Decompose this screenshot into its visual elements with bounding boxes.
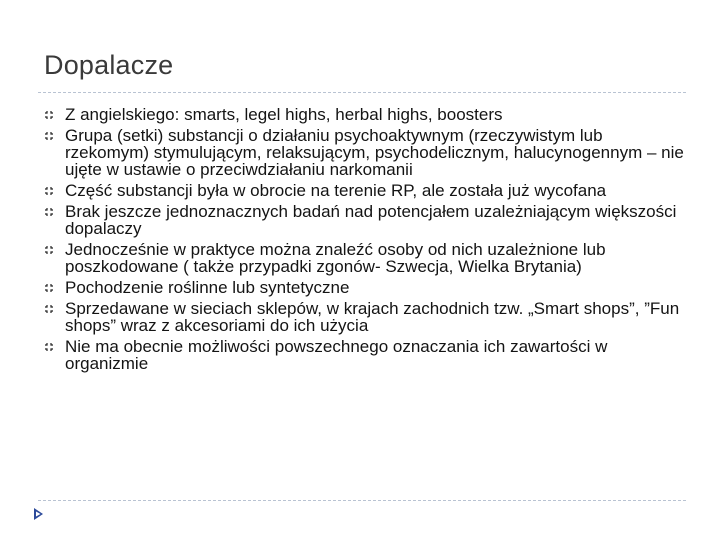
bullet-text: Jednocześnie w praktyce można znaleźć osoby od nich uzależnione lub poszkodowane ( także przypadki zgonów- Szwecja, Wielka Brytania) [65, 240, 606, 276]
square-bullet-icon [44, 110, 54, 120]
bullet-text: Grupa (setki) substancji o działaniu psychoaktywnym (rzeczywistym lub rzekomym) stymulującym, relaksującym, psychodelicznym, halucynogennym – nie ujęte w ustawie o przeciwdziałaniu narkomanii [65, 126, 684, 179]
square-bullet-icon [44, 283, 54, 293]
bullet-item [44, 182, 684, 199]
bullet-text: Nie ma obecnie możliwości powszechnego oznaczania ich zawartości w organizmie [65, 337, 608, 373]
bullet-item [44, 241, 684, 275]
bullet-text: Pochodzenie roślinne lub syntetyczne [65, 278, 350, 297]
bullet-item [44, 127, 684, 178]
bullet-item [44, 106, 684, 123]
square-bullet-icon [44, 131, 54, 141]
square-bullet-icon [44, 342, 54, 352]
bullet-item [44, 203, 684, 237]
bullet-item [44, 338, 684, 372]
square-bullet-icon [44, 304, 54, 314]
bullet-text: Brak jeszcze jednoznacznych badań nad potencjałem uzależniającym większości dopalaczy [65, 202, 677, 238]
bullet-text: Część substancji była w obrocie na terenie RP, ale została już wycofana [65, 181, 607, 200]
square-bullet-icon [44, 186, 54, 196]
slide-title: Dopalacze [44, 50, 174, 80]
bullet-item [44, 279, 684, 296]
title-divider [38, 92, 686, 93]
triangle-next-icon[interactable] [30, 506, 46, 522]
square-bullet-icon [44, 207, 54, 217]
footer-divider [38, 500, 686, 501]
bullet-list [44, 106, 684, 376]
square-bullet-icon [44, 245, 54, 255]
bullet-text: Z angielskiego: smarts, legel highs, herbal highs, boosters [65, 105, 503, 124]
bullet-text: Sprzedawane w sieciach sklepów, w krajach zachodnich tzw. „Smart shops”, ”Fun shops” wraz z akcesoriami do ich użycia [65, 299, 680, 335]
bullet-item [44, 300, 684, 334]
